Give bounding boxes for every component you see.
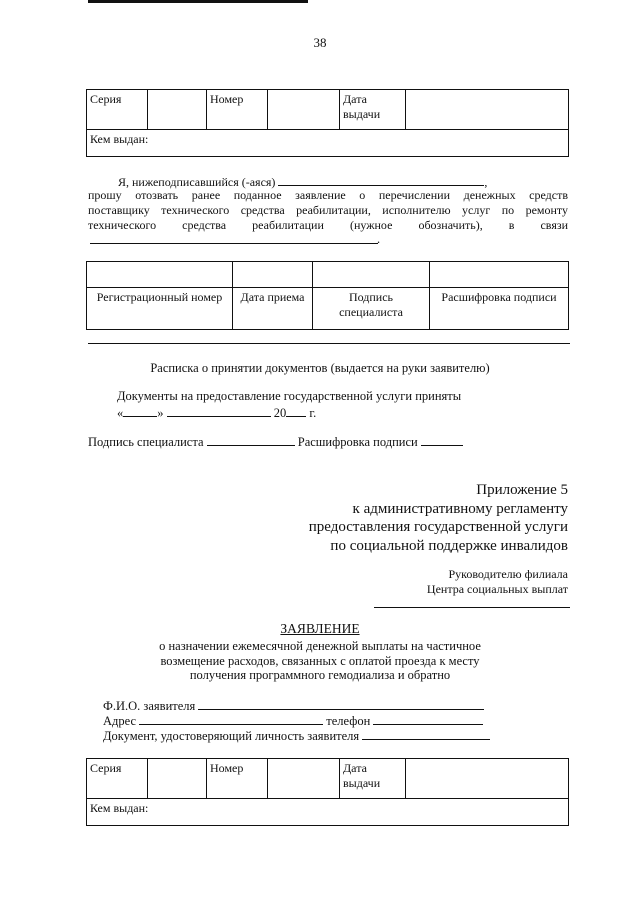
issued-by-label: Кем выдан: [90, 132, 149, 146]
fio-field[interactable] [198, 698, 484, 710]
number-value-cell-2[interactable] [268, 759, 340, 799]
series-value-cell-2[interactable] [148, 759, 207, 799]
series-label-2: Серия [87, 759, 148, 799]
signature-decoding-field[interactable] [421, 434, 463, 446]
quote-close: » [157, 406, 164, 420]
application-title: ЗАЯВЛЕНИЕ [280, 621, 360, 636]
receipt-signature-line [88, 434, 463, 449]
year-prefix: 20 [273, 406, 287, 420]
appendix-line-1: Приложение 5 [476, 482, 568, 498]
issue-date-label [340, 90, 406, 130]
statement-line-3: поставщику технического средства реабилитации, исполнителю услуг по ремонту [88, 203, 568, 217]
reg-number-header: Регистрационный номер [87, 288, 233, 330]
specialist-signature-field[interactable] [207, 434, 295, 446]
fio-label: Ф.И.О. заявителя [103, 699, 196, 713]
specialist-signature-header-line2: специалиста [339, 305, 403, 319]
number-label: Номер [207, 90, 268, 130]
fio-row [103, 698, 484, 713]
number-label-2: Номер [207, 759, 268, 799]
specialist-signature-label: Подпись специалиста [88, 435, 204, 449]
registration-table [86, 261, 569, 330]
receipt-date-line [117, 405, 316, 420]
application-subtitle-3: получения программного гемодиализа и обратно [189, 668, 451, 682]
appendix-line-4: по социальной поддержке инвалидов [330, 538, 568, 554]
application-subtitle-1: о назначении ежемесячной денежной выплаты на частичное [159, 639, 481, 653]
issued-by-cell-2[interactable] [87, 799, 569, 826]
address-field[interactable] [139, 713, 323, 725]
issued-by-cell[interactable] [87, 130, 569, 157]
address-label: Адрес [103, 714, 137, 728]
phone-field[interactable] [373, 713, 483, 725]
application-subtitle-2: возмещение расходов, связанных с оплатой проезда к месту [160, 654, 480, 668]
series-label: Серия [87, 90, 148, 130]
statement-line-4: технического средства реабилитации (нужное обозначить), в связи [88, 218, 568, 232]
signature-decoding-header: Расшифровка подписи [430, 288, 569, 330]
cut-line [88, 343, 570, 344]
issue-date-label-line1: Дата [343, 92, 367, 106]
series-value-cell[interactable] [148, 90, 207, 130]
signature-decoding-value-cell[interactable] [430, 262, 569, 288]
id-document-label: Документ, удостоверяющий личность заявителя [103, 729, 360, 743]
specialist-signature-header-line1: Подпись [348, 290, 394, 304]
phone-label: телефон [326, 714, 371, 728]
appendix-line-2: к административному регламенту [352, 501, 568, 517]
addressee-name-field[interactable] [374, 607, 570, 608]
statement-line-2: прошу отозвать ранее поданное заявление о перечислении денежных средств [88, 188, 568, 202]
receipt-date-header: Дата приема [233, 288, 313, 330]
receipt-title: Расписка о принятии документов (выдается на руки заявителю) [150, 361, 490, 375]
specialist-signature-value-cell[interactable] [313, 262, 430, 288]
issue-date-label-2-line1: Дата [343, 761, 367, 775]
receipt-docs-accepted: Документы на предоставление государственной услуги приняты [117, 389, 462, 403]
receipt-month-field[interactable] [167, 405, 271, 417]
quote-open: « [117, 406, 124, 420]
signature-decoding-label: Расшифровка подписи [297, 435, 418, 449]
reg-number-value-cell[interactable] [87, 262, 233, 288]
signer-name-field[interactable] [278, 174, 484, 186]
reason-period: . [377, 232, 381, 246]
issue-date-value-cell-2[interactable] [406, 759, 569, 799]
issued-by-label-2: Кем выдан: [90, 801, 149, 815]
address-row [103, 713, 483, 728]
addressee-line-1: Руководителю филиала [448, 567, 568, 581]
receipt-day-field[interactable] [123, 405, 157, 417]
year-suffix: г. [309, 406, 317, 420]
statement-line-1: Я, нижеподписавшийся (-аяся) , [118, 175, 488, 189]
statement-intro-text: Я, нижеподписавшийся (-аяся) [118, 175, 276, 189]
id-document-row [103, 728, 490, 743]
scan-top-edge-bar [88, 0, 308, 3]
issue-date-label-2 [340, 759, 406, 799]
appendix-line-3: предоставления государственной услуги [308, 519, 568, 535]
issue-date-label-line2: выдачи [343, 107, 381, 121]
issue-date-label-2-line2: выдачи [343, 776, 381, 790]
receipt-year-field[interactable] [286, 405, 306, 417]
reason-field[interactable] [90, 243, 378, 244]
id-document-field[interactable] [362, 728, 490, 740]
addressee-line-2: Центра социальных выплат [426, 582, 568, 596]
issue-date-value-cell[interactable] [406, 90, 569, 130]
specialist-signature-header [313, 288, 430, 330]
id-document-table-top [86, 89, 569, 157]
id-document-table-bottom [86, 758, 569, 826]
number-value-cell[interactable] [268, 90, 340, 130]
page-number: 38 [313, 35, 327, 50]
receipt-date-value-cell[interactable] [233, 262, 313, 288]
